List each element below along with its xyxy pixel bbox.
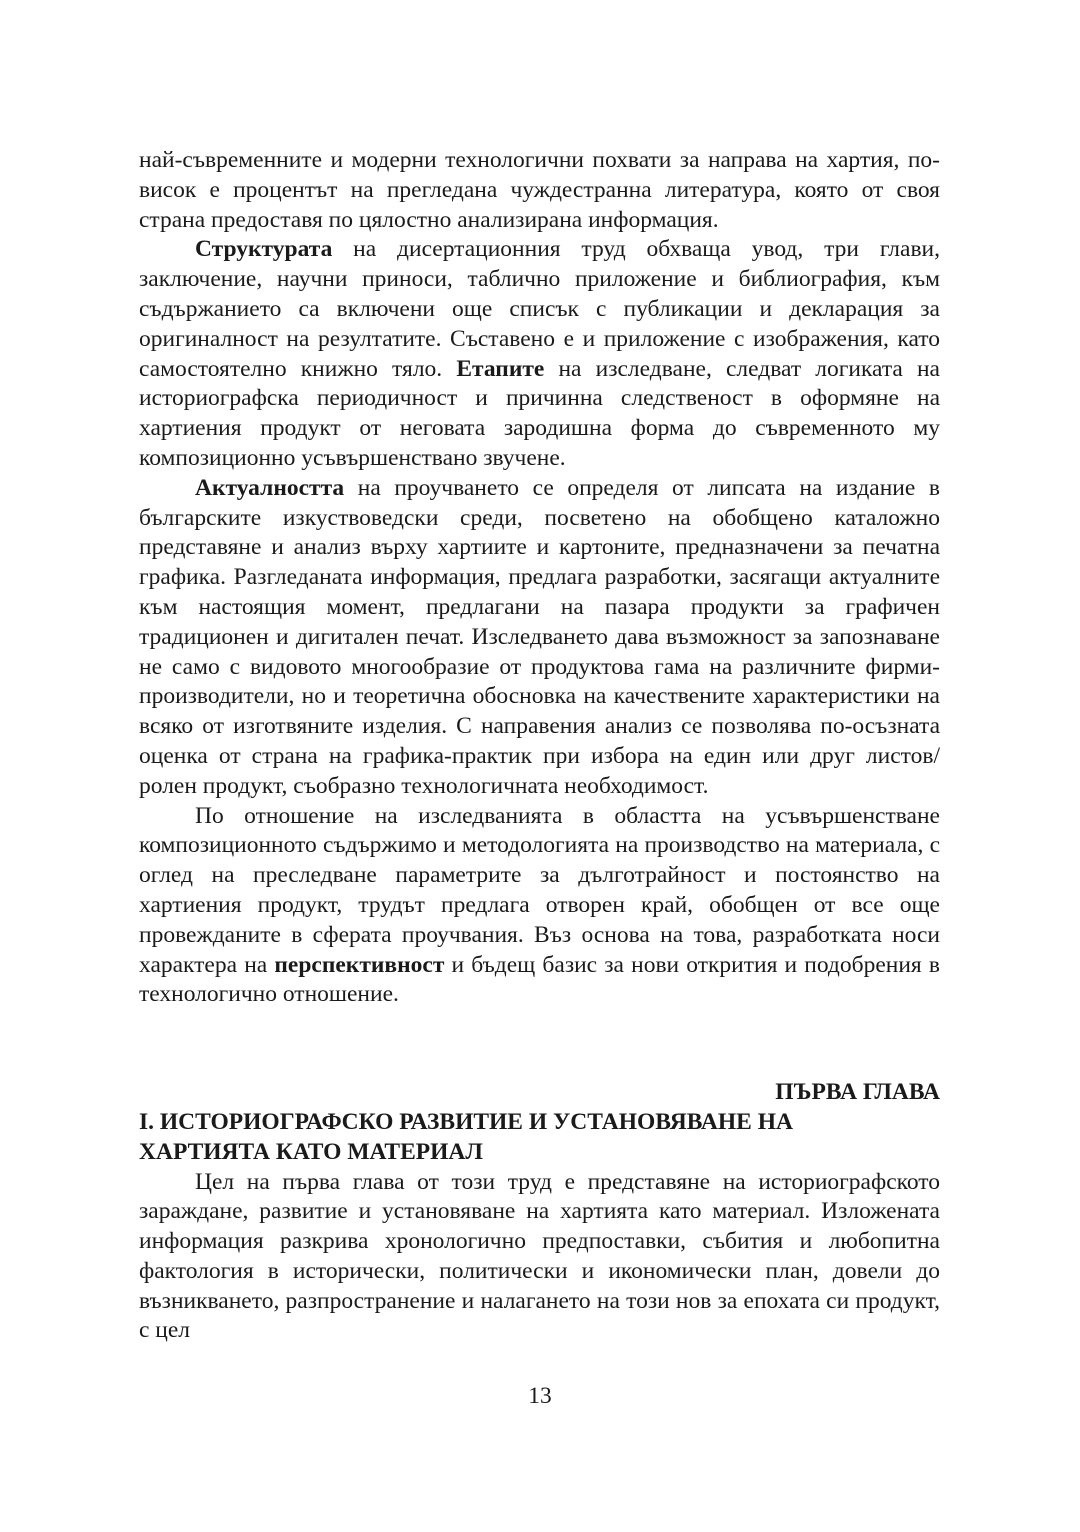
page-number: 13 (528, 1383, 552, 1409)
paragraph-text: на дисертационния труд обхваща увод, три глави, заключение, научни приноси, таблично приложение и библиография, към съдържанието са включени още списък с публикации и декларация за оригиналност на резултатите. Съставено е и приложение с изображения, като самостоятелно книжно тяло. (139, 236, 940, 382)
paragraph-text: и бъдещ базис за нови открития и подобрения в технологично отношение. (139, 951, 940, 1008)
page-body (139, 146, 940, 1346)
chapter-title-line-2: ХАРТИЯТА КАТО МАТЕРИАЛ (139, 1138, 483, 1165)
paragraph-text: Цел на първа глава от този труд е представяне на историографското зараждане, развитие и установяване на хартията като материал. Изложената информация разкрива хронологично предпоставки, събития и любопитна фактология в исторически, политически и икономически план, довели до възникването, разпространение и налагането на този нов за епохата си продукт, с цел (139, 1168, 940, 1344)
bold-term-perspective: перспективност (274, 951, 445, 978)
paragraph-text: най-съвременните и модерни технологични похвати за направа на хартия, по-висок е процентът на прегледана чуждестранна литература, която от своя страна предоставя по цялостно анализирана информация. (139, 147, 940, 233)
chapter-intro-paragraph (139, 1168, 940, 1347)
paragraph-text: на проучването се определя от липсата на издание в българските изкуствоведски среди, посветено на обобщено каталожно представяне и анализ върху хартиите и картоните, предназначени за печатна графика. Разгледаната информация, предлага разработки, засягащи актуалните към настоящия момент, предлагани на пазара продукти за графичен традиционен и дигитален печат. Изследването дава възможност за запознаване не само с видовото многообразие от продуктова гама на различните фирми-производители, но и теоретична обосновка на качествените характеристики на всяко от изготвяните изделия. С направения анализ се позволява по-осъзната оценка от страна на графика-практик при избора на един или друг листов/ ролен продукт, съобразно технологичната необходимост. (139, 474, 940, 799)
paragraph-relevance (139, 474, 940, 802)
chapter-spacer (139, 1010, 940, 1078)
paragraph-perspective (139, 802, 940, 1011)
chapter-title-line-1: I. ИСТОРИОГРАФСКО РАЗВИТИЕ И УСТАНОВЯВАНЕ НА (139, 1108, 793, 1135)
chapter-label: ПЪРВА ГЛАВА (775, 1079, 940, 1106)
bold-term-relevance: Актуалността (195, 474, 345, 501)
bold-term-structure: Структурата (195, 236, 333, 263)
paragraph-text: По отношение на изследванията в областта на усъвършенстване композиционното съдържимо и методологията на производство на материала, с оглед на преследване параметрите за дълготрайност и постоянство на хартиения продукт, трудът предлага отворен край, обобщен от все още провежданите в сферата проучвания. Въз основа на това, разработката носи характера на (139, 802, 940, 978)
paragraph-continuation (139, 146, 940, 235)
paragraph-structure (139, 235, 940, 473)
paragraph-text: на изследване, следват логиката на историографска периодичност и причинна следственост в оформяне на хартиения продукт от неговата зародишна форма до съвременното му композиционно усъвършенствано звучене. (139, 355, 940, 471)
bold-term-stages: Етапите (456, 355, 545, 382)
